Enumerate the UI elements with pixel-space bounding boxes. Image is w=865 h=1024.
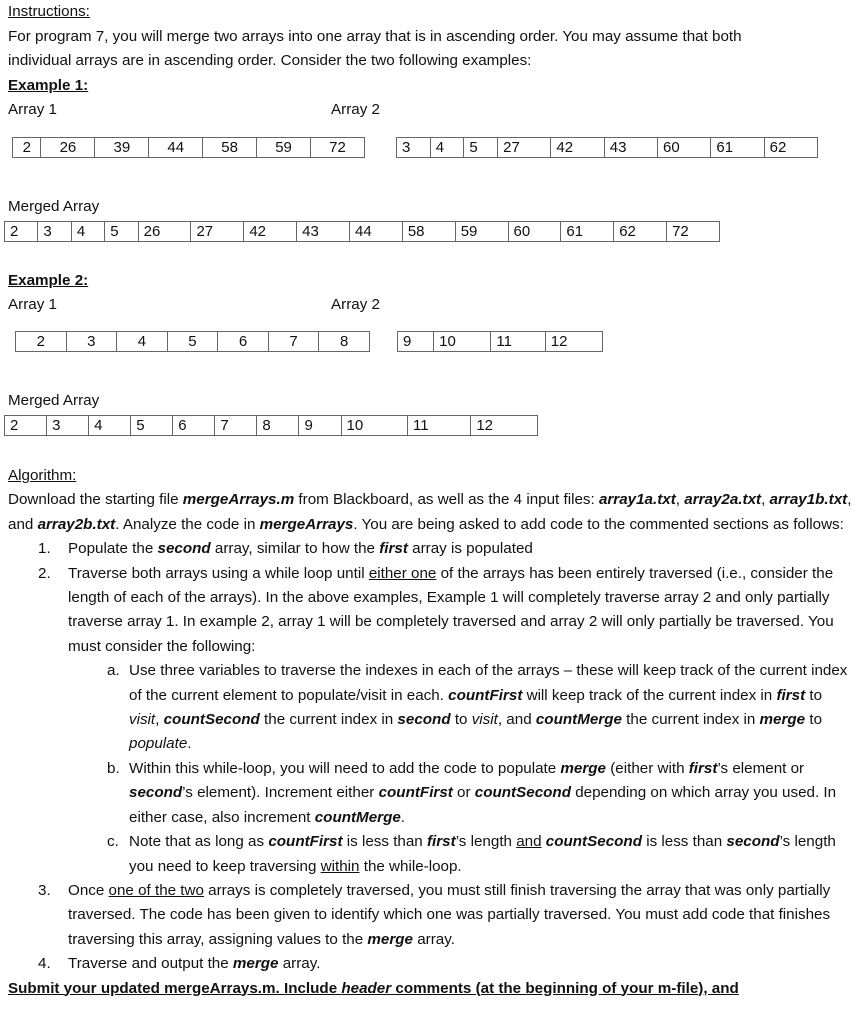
substep-text: Note that as long as countFirst is less than first’s length and countSecond is less than second’s length you need to keep traversing within the while-loop.	[129, 833, 836, 875]
array-cell: 3	[47, 416, 89, 436]
array-cell: 58	[203, 138, 257, 158]
array-cell: 9	[398, 332, 434, 352]
array-cell: 12	[545, 332, 602, 352]
intro-text: For program 7, you will merge two arrays into one array that is in ascending order. You may assume that both	[8, 28, 742, 45]
array-cell: 60	[658, 138, 711, 158]
array-cell: 42	[551, 138, 604, 158]
step-text: Populate the second array, similar to how the first array is populated	[68, 540, 533, 558]
array-cell: 42	[244, 222, 297, 242]
array-cell: 7	[215, 416, 257, 436]
example2-array2-table	[397, 331, 603, 352]
example2-array2-label: Array 2	[331, 296, 380, 313]
array-cell: 59	[455, 222, 508, 242]
array-cell: 10	[341, 416, 408, 436]
array-cell: 7	[268, 332, 319, 352]
example2-array1-table	[15, 331, 370, 352]
step-number: 3.	[38, 881, 51, 899]
example1-array2-label: Array 2	[331, 101, 380, 118]
array-cell: 27	[191, 222, 244, 242]
example1-merged-table	[4, 221, 720, 242]
substep-letter: c.	[107, 833, 119, 851]
substep-letter: b.	[107, 759, 120, 777]
array-cell: 43	[604, 138, 657, 158]
example2-heading: Example 2:	[8, 272, 89, 289]
substep-text: Use three variables to traverse the indexes in each of the arrays – these will keep track of the current index of the current element to populate/visit in each. countFirst will keep track of the current index in first to visit, countSecond the current index in second to visit, and countMerge the current index in merge to populate.	[129, 662, 848, 753]
example1-array2-table	[396, 137, 818, 158]
array-cell: 11	[491, 332, 545, 352]
algorithm-step	[8, 952, 853, 976]
algorithm-step	[8, 537, 853, 561]
algorithm-substep	[8, 659, 853, 757]
example2-array1-label: Array 1	[8, 296, 57, 313]
array-cell: 4	[117, 332, 168, 352]
array-cell: 59	[257, 138, 311, 158]
example1-array1-table	[12, 137, 365, 158]
substep-text: Within this while-loop, you will need to add the code to populate merge (either with first’s element or second’s element). Increment either countFirst or countSecond depending on which array you used. In either case, also increment countMerge.	[129, 759, 837, 826]
array-cell: 61	[561, 222, 614, 242]
step-number: 1.	[38, 540, 51, 558]
array-cell: 6	[218, 332, 269, 352]
array-cell: 26	[41, 138, 95, 158]
array-cell: 10	[434, 332, 491, 352]
array-cell: 5	[167, 332, 218, 352]
array-cell: 39	[95, 138, 149, 158]
array-cell: 3	[66, 332, 117, 352]
array-cell: 12	[471, 416, 538, 436]
array-cell: 5	[105, 222, 138, 242]
array-cell: 43	[297, 222, 350, 242]
example2-merged-table	[4, 415, 538, 436]
array-cell: 4	[89, 416, 131, 436]
step-number: 2.	[38, 564, 51, 582]
algorithm-substep	[8, 757, 853, 830]
array-cell: 62	[764, 138, 817, 158]
step-text: Once one of the two arrays is completely traversed, you must still finish traversing the array that was only partially traversed. The code has been given to identify which one was partially traversed. You must add code that finishes traversing this array, assigning values to the merge array.	[68, 881, 831, 948]
array-cell: 3	[38, 222, 71, 242]
array-cell: 4	[430, 138, 464, 158]
example2-merged-label: Merged Array	[8, 392, 100, 409]
instructions-heading: Instructions:	[8, 3, 90, 20]
algorithm-section	[8, 464, 853, 1001]
array-cell: 44	[350, 222, 403, 242]
example1-array1-label: Array 1	[8, 101, 57, 118]
array-cell: 26	[138, 222, 191, 242]
array-cell: 2	[13, 138, 41, 158]
array-cell: 27	[498, 138, 551, 158]
array-cell: 4	[71, 222, 104, 242]
array-cell: 3	[397, 138, 431, 158]
step-text: Traverse both arrays using a while loop until either one of the arrays has been entirely traversed (i.e., consider the length of each of the arrays). In the above examples, Example 1 will completely traverse array 2 and only partially traverse array 1. In example 2, array 1 will be completely traversed and array 2 will only partially be traversed. You must consider the following:	[68, 564, 834, 655]
array-cell: 2	[16, 332, 67, 352]
array-cell: 72	[311, 138, 365, 158]
submit-instructions: Submit your updated mergeArrays.m. Include header comments (at the beginning of your m-file), and	[8, 979, 739, 997]
array-cell: 2	[5, 416, 47, 436]
array-cell: 62	[614, 222, 667, 242]
intro-text: individual arrays are in ascending order. Consider the two following examples:	[8, 52, 532, 69]
array-cell: 60	[508, 222, 561, 242]
array-cell: 61	[711, 138, 764, 158]
algorithm-steps	[8, 537, 853, 976]
array-cell: 6	[173, 416, 215, 436]
example1-merged-label: Merged Array	[8, 198, 100, 215]
array-cell: 8	[319, 332, 370, 352]
array-cell: 58	[402, 222, 455, 242]
array-cell: 11	[408, 416, 471, 436]
substep-letter: a.	[107, 662, 120, 680]
algorithm-heading: Algorithm:	[8, 467, 77, 484]
array-cell: 44	[149, 138, 203, 158]
array-cell: 72	[667, 222, 720, 242]
example1-heading: Example 1:	[8, 77, 89, 94]
array-cell: 2	[5, 222, 38, 242]
algorithm-intro: Download the starting file mergeArrays.m from Blackboard, as well as the 4 input files: array1a.txt, array2a.txt, array1b.txt, and array2b.txt. Analyze the code in mergeArrays. You are being asked to add code to the commented sections as follows:	[8, 491, 852, 533]
algorithm-step	[8, 879, 853, 952]
array-cell: 5	[131, 416, 173, 436]
algorithm-substep	[8, 830, 853, 879]
algorithm-step	[8, 562, 853, 660]
array-cell: 9	[299, 416, 341, 436]
array-cell: 5	[464, 138, 498, 158]
array-cell: 8	[257, 416, 299, 436]
step-number: 4.	[38, 955, 51, 973]
step-text: Traverse and output the merge array.	[68, 955, 321, 973]
